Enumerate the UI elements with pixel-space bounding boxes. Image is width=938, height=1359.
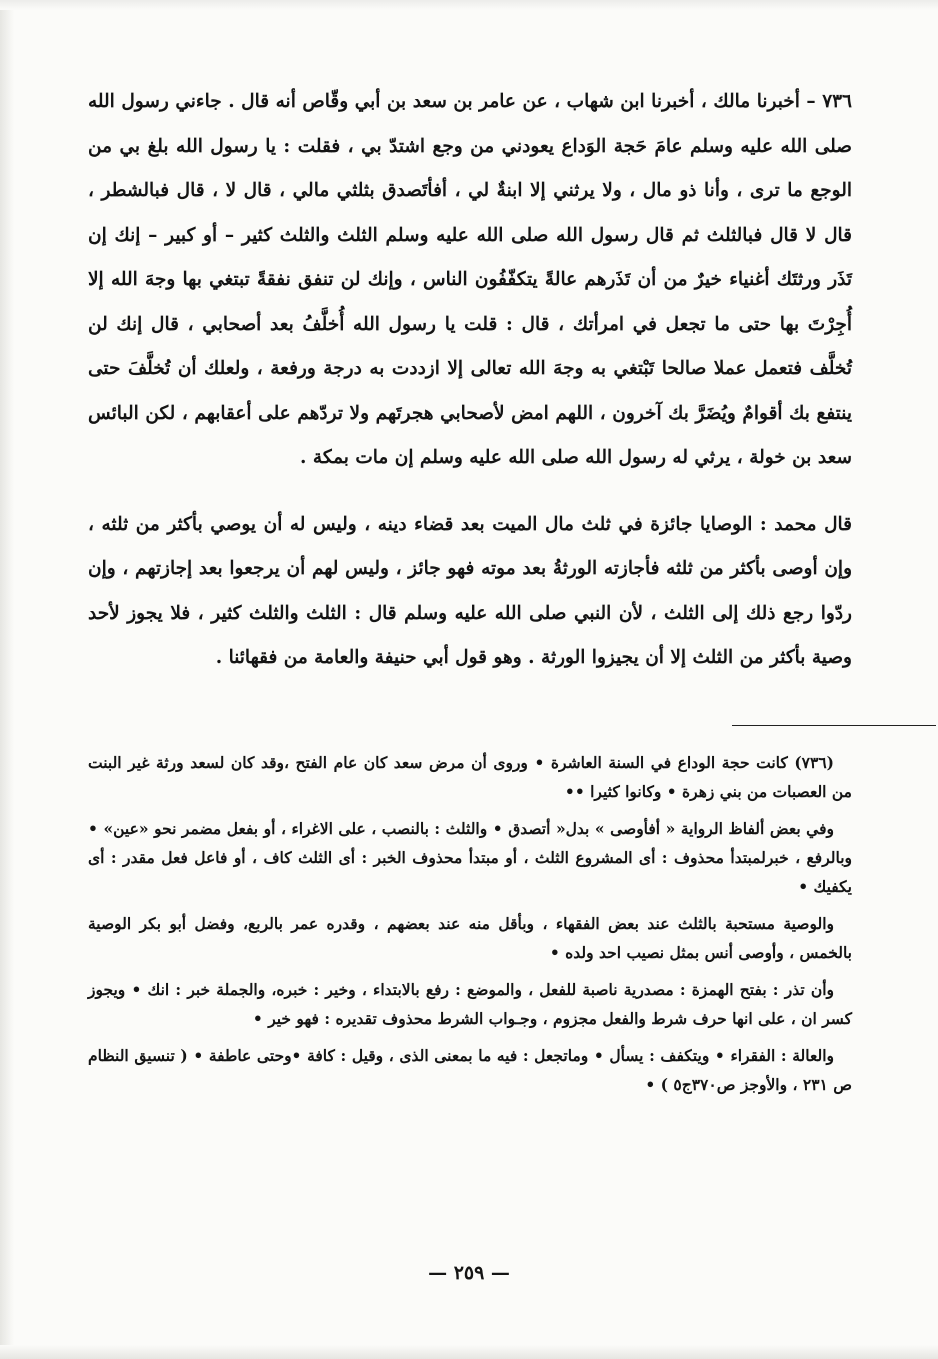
footnote-separator-wrap bbox=[88, 725, 852, 726]
scan-edge-shadow-bottom bbox=[0, 1345, 938, 1359]
scan-edge-shadow bbox=[0, 0, 14, 1359]
page-number: — ٢٥٩ — bbox=[428, 1262, 510, 1284]
footnote-entry: والوصية مستحبة بالثلث عند بعض الفقهاء ، وبأقل منه عند بعضهم ، وقدره عمر بالربع، وفضل أبو بكر الوصية بالخمس ، وأوصى أنس بمثل نصيب احد ولده • bbox=[88, 913, 852, 962]
footnote-entry: وفي بعض ألفاظ الرواية « أفأوصى » بدل« أتصدق • والثلث : بالنصب ، على الاغراء ، أو بفعل مضمر نحو «عين» • وبالرفع ، خبرلمبتدأ محذوف : أى المشروع الثلث ، أو مبتدأ محذوف الخبر : أى الثلث كاف ، أو فاعل فعل مقدر : أى يكفيك • bbox=[88, 818, 852, 896]
footnote-separator bbox=[732, 725, 936, 726]
commentary-paragraph: قال محمد : الوصايا جائزة في ثلث مال الميت بعد قضاء دينه ، وليس له أن يوصي بأكثر من ثلثه ، وإن أوصى بأكثر من ثلثه فأجازته الورثةُ بعد موته فهو جائز ، وليس لهم أن يرجعوا بعد إجازتهم ، وإن ردّوا رجع ذلك إلى الثلث ، لأن النبي صلى الله عليه وسلم قال : الثلث والثلث كثير ، فلا يجوز لأحد وصية بأكثر من الثلث إلا أن يجيزوا الورثة . وهو قول أبي حنيفة والعامة من فقهائنا . bbox=[88, 513, 852, 668]
footnote-entry: وأن تذر : بفتح الهمزة : مصدرية ناصبة للفعل ، والموضع : رفع بالابتداء ، وخير : خبره، والجملة خبر : انك • ويجوز كسر ان ، على انها حرف شرط والفعل مجزوم ، وجـواب الشرط محذوف تقديره : فهو خير • bbox=[88, 979, 852, 1028]
scan-edge-shadow-top bbox=[0, 0, 938, 10]
hadith-paragraph: ٧٣٦ – أخبرنا مالك ، أخبرنا ابن شهاب ، عن عامر بن سعد بن أبي وقّاص أنه قال . جاءني رسول الله صلى الله عليه وسلم عامَ حَجة الوَداع يعودني من وجع اشتدّ بي ، فقلت : يا رسول الله بلغ بي من الوجع ما ترى ، وأنا ذو مال ، ولا يرثني إلا ابنةٌ لي ، أفأتَصدق بثلثي مالي ، قال لا ، قال فبالشطر ، قال لا قال فبالثلث ثم قال رسول الله صلى الله عليه وسلم الثلث والثلث كثير – أو كبير – إنك إن تَذَر ورثتَك أغنياء خيرٌ من أن تَذَرهم عالةً يتكفّفُون الناس ، وإنك لن تنفق نفقةً تبتغي بها وجهَ الله إلا أُجِرْتَ بها حتى ما تجعل في امرأتك ، قال : قلت يا رسول الله أُخلَّفُ بعد أصحابي ، قال إنك لن تُخلَّف فتعمل عملا صالحا تَبْتغي به وجهَ الله تعالى إلا ازددت به درجة ورفعة ، ولعلك أن تُخلَّفَ حتى ينتفع بك أقوامٌ ويُضَرَّ بك آخرون ، اللهم امض لأصحابي هجرتَهم ولا تردّهم على أعقابهم ، لكن البائس سعد بن خولة ، يرثي له رسول الله صلى الله عليه وسلم إن مات بمكة . bbox=[88, 91, 853, 468]
footnotes bbox=[88, 748, 852, 1099]
footnote-entry: والعالة : الفقراء • ويتكفف : يسأل • وماتجعل : فيه ما بمعنى الذى ، وقيل : كافة •وحتى عاطفة • ( تنسيق النظام ص ٢٣١ ، والأوجز ص٣٧٠ج٥ ) • bbox=[88, 1045, 852, 1094]
footnote-entry: (٧٣٦) كانت حجة الوداع في السنة العاشرة • وروى أن مرض سعد كان عام الفتح ،وقد كان لسعد ورثة غير البنت من العصبات من بني زهرة • وكانوا كثيرا •• bbox=[88, 752, 852, 801]
